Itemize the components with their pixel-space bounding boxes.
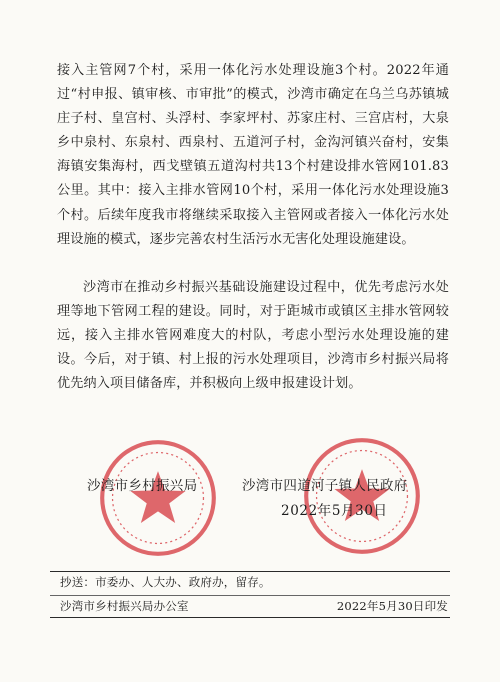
issue-date: 2022年5月30日印发 [336,599,448,613]
footer-top-rule [50,571,450,572]
left-signer: 沙湾市乡村振兴局 [87,478,198,494]
signature-block [0,440,500,550]
official-seal-right [300,434,424,558]
official-seal-left [96,436,220,560]
body-paragraph-2: 沙湾市在推动乡村振兴基础设施建设过程中，优先考虑污水处理等地下管网工程的建设。同时，对于距城市或镇区主排水管网较远，接入主排水管网难度大的村队，考虑小型污水处理设施的建设。今后，对于镇、村上报的污水处理项目，沙湾市乡村振兴局将优先纳入项目储备库，并积极向上级申报建设计划。 [57,279,449,392]
issuing-office: 沙湾市乡村振兴局办公室 [60,599,189,613]
body-text [57,59,449,396]
signature-date: 2022年5月30日 [281,503,388,519]
cc-list: 抄送：市委办、人大办、政府办，留存。 [60,575,271,589]
footer-middle-rule [50,595,450,596]
right-signer: 沙湾市四道河子镇人民政府 [242,478,408,494]
footer-bottom-rule [50,617,450,618]
body-paragraph-1: 接入主管网7个村，采用一体化污水处理设施3个村。2022年通过“村申报、镇审核、市审批”的模式，沙湾市确定在乌兰乌苏镇城庄子村、皇宫村、头浮村、李家坪村、苏家庄村、三宫店村，大泉乡中泉村、东泉村、西泉村、五道河子村，金沟河镇兴奋村，安集海镇安集海村，西戈壁镇五道沟村共13个村建设排水管网101.83公里。其中：接入主排水管网10个村，采用一体化污水处理设施3个村。后续年度我市将继续采取接入主管网或者接入一体化污水处理设施的模式，逐步完善农村生活污水无害化处理设施建设。 [57,63,449,247]
